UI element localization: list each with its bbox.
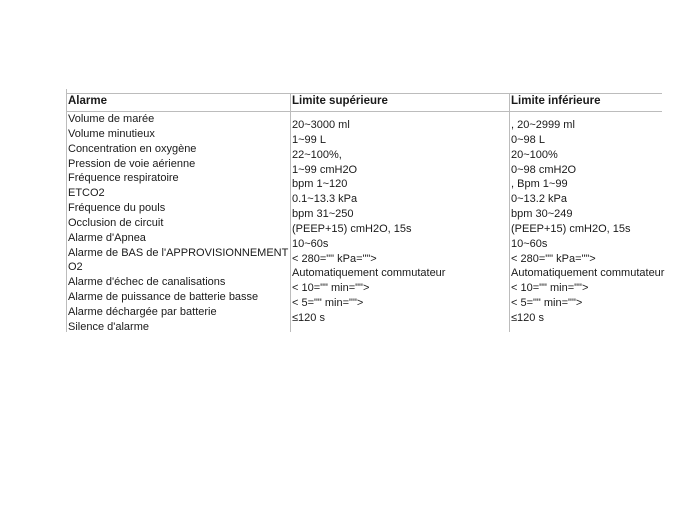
lower-limit-line: 0~98 L: [511, 133, 545, 146]
alarm-name-line: Volume minutieux: [68, 127, 155, 140]
column-divider-upper: [290, 93, 291, 332]
upper-limit-line: 1~99 cmH2O: [292, 163, 358, 176]
upper-limit-line: < 5="" min="">: [292, 297, 364, 310]
lower-limit-line: ≤120 s: [511, 311, 544, 324]
upper-limit-line: < 280="" kPa="">: [292, 252, 377, 265]
alarm-name-line: Fréquence du pouls: [68, 202, 166, 215]
upper-limit-column: [292, 118, 445, 326]
upper-limit-line: bpm 1~120: [292, 178, 348, 191]
lower-limit-line: 0~13.2 kPa: [511, 193, 567, 206]
lower-limit-line: < 280="" kPa="">: [511, 252, 596, 265]
upper-limit-line: 0.1~13.3 kPa: [292, 193, 358, 206]
lower-limit-line: , 20~2999 ml: [511, 119, 575, 131]
lower-limit-line: Automatiquement commutateur: [511, 267, 665, 280]
alarm-name-line: Concentration en oxygène: [68, 142, 197, 155]
upper-limit-line: 1~99 L: [292, 133, 326, 146]
lower-limit-line: , Bpm 1~99: [511, 178, 568, 191]
upper-limit-line: bpm 31~250: [292, 208, 354, 221]
upper-limit-line: ≤120 s: [292, 311, 325, 324]
alarm-name-line: Alarme déchargée par batterie: [68, 305, 217, 318]
alarm-limits-table: [66, 89, 665, 333]
alarm-name-line: Occlusion de circuit: [68, 216, 164, 229]
lower-limit-column: [511, 118, 664, 326]
header-alarme: Alarme: [68, 95, 107, 107]
upper-limit-line: (PEEP+15) cmH2O, 15s: [292, 222, 412, 235]
upper-limit-line: Automatiquement commutateur: [292, 267, 446, 280]
lower-limit-line: 10~60s: [511, 237, 548, 250]
alarm-name-line: Volume de marée: [68, 113, 155, 125]
header-limite-superieure: Limite supérieure: [292, 95, 388, 107]
column-divider-lower: [509, 93, 510, 332]
lower-limit-line: < 10="" min="">: [511, 282, 589, 295]
alarm-name-line: Pression de voie aérienne: [68, 157, 196, 170]
alarm-name-line: Alarme de BAS de l'APPROVISIONNEMENT: [68, 246, 289, 259]
alarm-name-line: Alarme de puissance de batterie basse: [68, 291, 259, 304]
lower-limit-line: 0~98 cmH2O: [511, 163, 577, 176]
alarm-name-line: Alarme d'échec de canalisations: [68, 276, 226, 289]
alarm-name-line: O2: [68, 261, 83, 274]
lower-limit-line: (PEEP+15) cmH2O, 15s: [511, 222, 631, 235]
alarm-name-line: Fréquence respiratoire: [68, 172, 179, 185]
header-limite-inferieure: Limite inférieure: [511, 95, 601, 107]
alarm-name-line: Alarme d'Apnea: [68, 231, 146, 244]
column-divider-left: [66, 93, 67, 332]
upper-limit-line: 22~100%,: [292, 148, 342, 161]
alarm-name-line: ETCO2: [68, 187, 105, 200]
alarm-name-line: Silence d'alarme: [68, 320, 149, 333]
upper-limit-line: < 10="" min="">: [292, 282, 370, 295]
lower-limit-line: bpm 30~249: [511, 208, 573, 221]
upper-limit-line: 10~60s: [292, 237, 329, 250]
lower-limit-line: 20~100%: [511, 148, 558, 161]
upper-limit-line: 20~3000 ml: [292, 119, 350, 131]
lower-limit-line: < 5="" min="">: [511, 297, 583, 310]
alarm-name-column: [68, 112, 288, 335]
